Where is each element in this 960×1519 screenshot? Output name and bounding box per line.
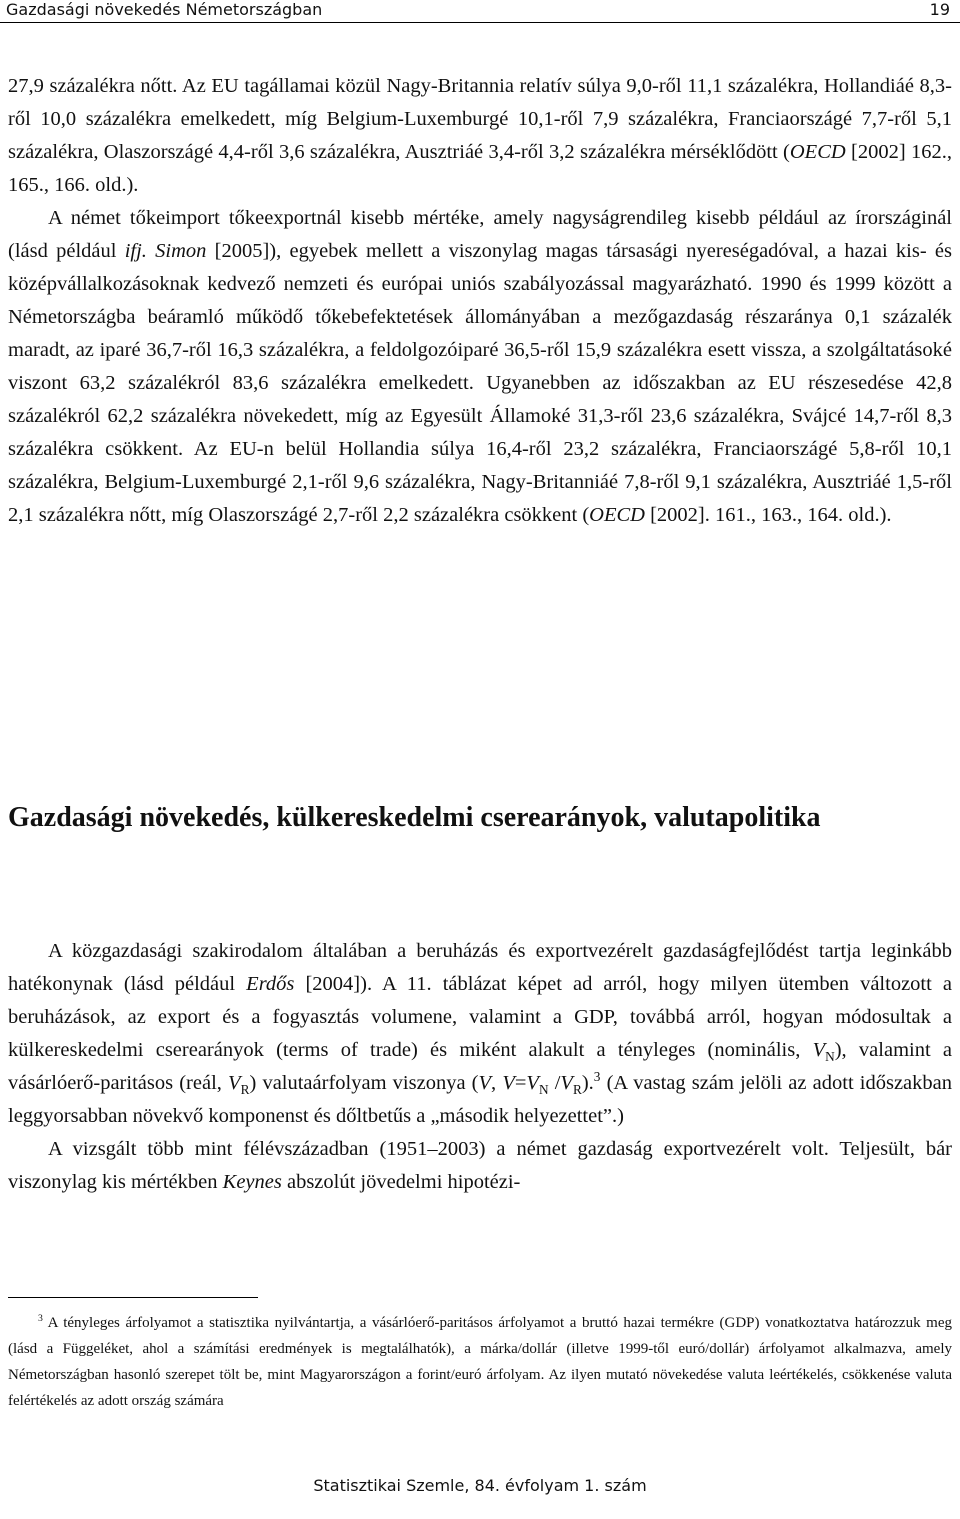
paragraph-3: A közgazdasági szakirodalom általában a beruházás és exportvezérelt gazdaságfejlődést tartja leginkább hatékonynak (lásd például Erdős [2004]). A 11. táblázat képet ad arról, hogy milyen ütemben változott a beruházások, az export és a fogyasztás volumene, valamint a GDP, továbbá arról, hogyan módosultak a külkereskedelmi cserearányok (terms of trade) és miként alakult a tényleges (nominális, $V_N$), valamint a vásárlóerő-paritásos (reál, $V_R$) valutaárfolyam viszonya (V, $V=V_N$ $/V_R).^3$ (A vastag szám jelöli az adott időszakban leggyorsabban növekvő komponenst és dőltbetűs a „második helyezettet”.) [8, 940, 953, 1127]
footnote-reference[interactable]: 3 [593, 1069, 601, 1085]
paragraph-1: 27,9 százalékra nőtt. Az EU tagállamai közül Nagy-Britannia relatív súlya 9,0-ről 11,1 százalékra, Hollandiáé 8,3-ről 10,0 százalékra emelkedett, míg Belgium-Luxemburgé 10,1-ről 7,9 százalékra, Franciaországé 7,7-ről 5,1 százalékra, Olaszországé 4,4-ről 3,6 százalékra, Ausztriáé 3,4-ről 3,2 százalékra mérséklődött (OECD [2002] 162., 165., 166. old.). [8, 75, 953, 196]
paragraph-2: A német tőkeimport tőkeexportnál kisebb mértéke, amely nagyságrendileg kisebb például az írországinál (lásd például ifj. Simon [2005]), egyebek mellett a viszonylag magas társasági nyereségadóval, a hazai kis- és középvállalkozásoknak kedvező nemzeti és európai uniós szabályozással magyarázható. 1990 és 1999 között a Németországba beáramló működő tőkebefektetések állományában a mezőgazdaság részaránya 0,1 százalék maradt, az iparé 36,7-ről 16,3 százalékra, a feldolgozóiparé 36,5-ről 15,9 százalékra esett vissza, a szolgáltatásoké viszont 63,2 százalékról 83,6 százalékra emelkedett. Ugyanebben az időszakban az EU részesedése 42,8 százalékról 62,2 százalékra növekedett, míg az Egyesült Államoké 31,3-ről 23,6 százalékra, Svájcé 14,7-ről 8,3 százalékra csökkent. Az EU-n belül Hollandia súlya 16,4-ről 23,2 százalékra, Franciaországé 5,8-ről 10,1 százalékra, Belgium-Luxemburgé 2,1-ről 9,6 százalékra, Nagy-Britanniáé 7,8-ről 9,1 százalékra, Ausztriáé 1,5-ről 2,1 százalékra nőtt, míg Olaszországé 2,7-ről 2,2 százalékra csökkent (OECD [2002]. 161., 163., 164. old.). [8, 207, 952, 526]
footnote-rule [8, 1297, 258, 1298]
paragraph-4: A vizsgált több mint félévszázadban (1951–2003) a német gazdaság exportvezérelt volt. Teljesült, bár viszonylag kis mértékben Keynes abszolút jövedelmi hipotézi- [8, 1138, 952, 1193]
running-header [0, 0, 960, 23]
section-heading: Gazdasági növekedés, külkereskedelmi cserearányok, valutapolitika [8, 802, 821, 833]
citation-oecd: OECD [789, 141, 846, 163]
running-header-title: Gazdasági növekedés Németországban [6, 0, 323, 19]
citation-oecd-2: OECD [589, 504, 645, 526]
citation-keynes: Keynes [222, 1171, 282, 1193]
citation-erdos: Erdős [246, 973, 295, 995]
running-footer: Statisztikai Szemle, 84. évfolyam 1. szám [313, 1476, 647, 1495]
footnote-number: 3 [38, 1313, 43, 1324]
footnote [8, 1310, 952, 1414]
body-text-top [8, 70, 952, 532]
citation-simon: ifj. Simon [124, 240, 207, 262]
body-text-bottom [8, 935, 952, 1199]
footnote-text: A tényleges árfolyamot a statisztika nyilvántartja, a vásárlóerő-paritásos árfolyamot a bruttó hazai termékre (GDP) vonatkoztatva határozzuk meg (lásd a Függeléket, ahol a számítási eredmények is megtalálhatók), a márka/dollár (illetve 1999-től euró/dollár) árfolyamot alkalmazva, amely Németországban hasonló szerepet tölt be, mint Magyarországon a forint/euró árfolyam. Az ilyen mutató növekedése valuta leértékelés, csökkenése valuta felértékelés az adott ország számára [8, 1315, 952, 1409]
page-number: 19 [929, 0, 950, 19]
